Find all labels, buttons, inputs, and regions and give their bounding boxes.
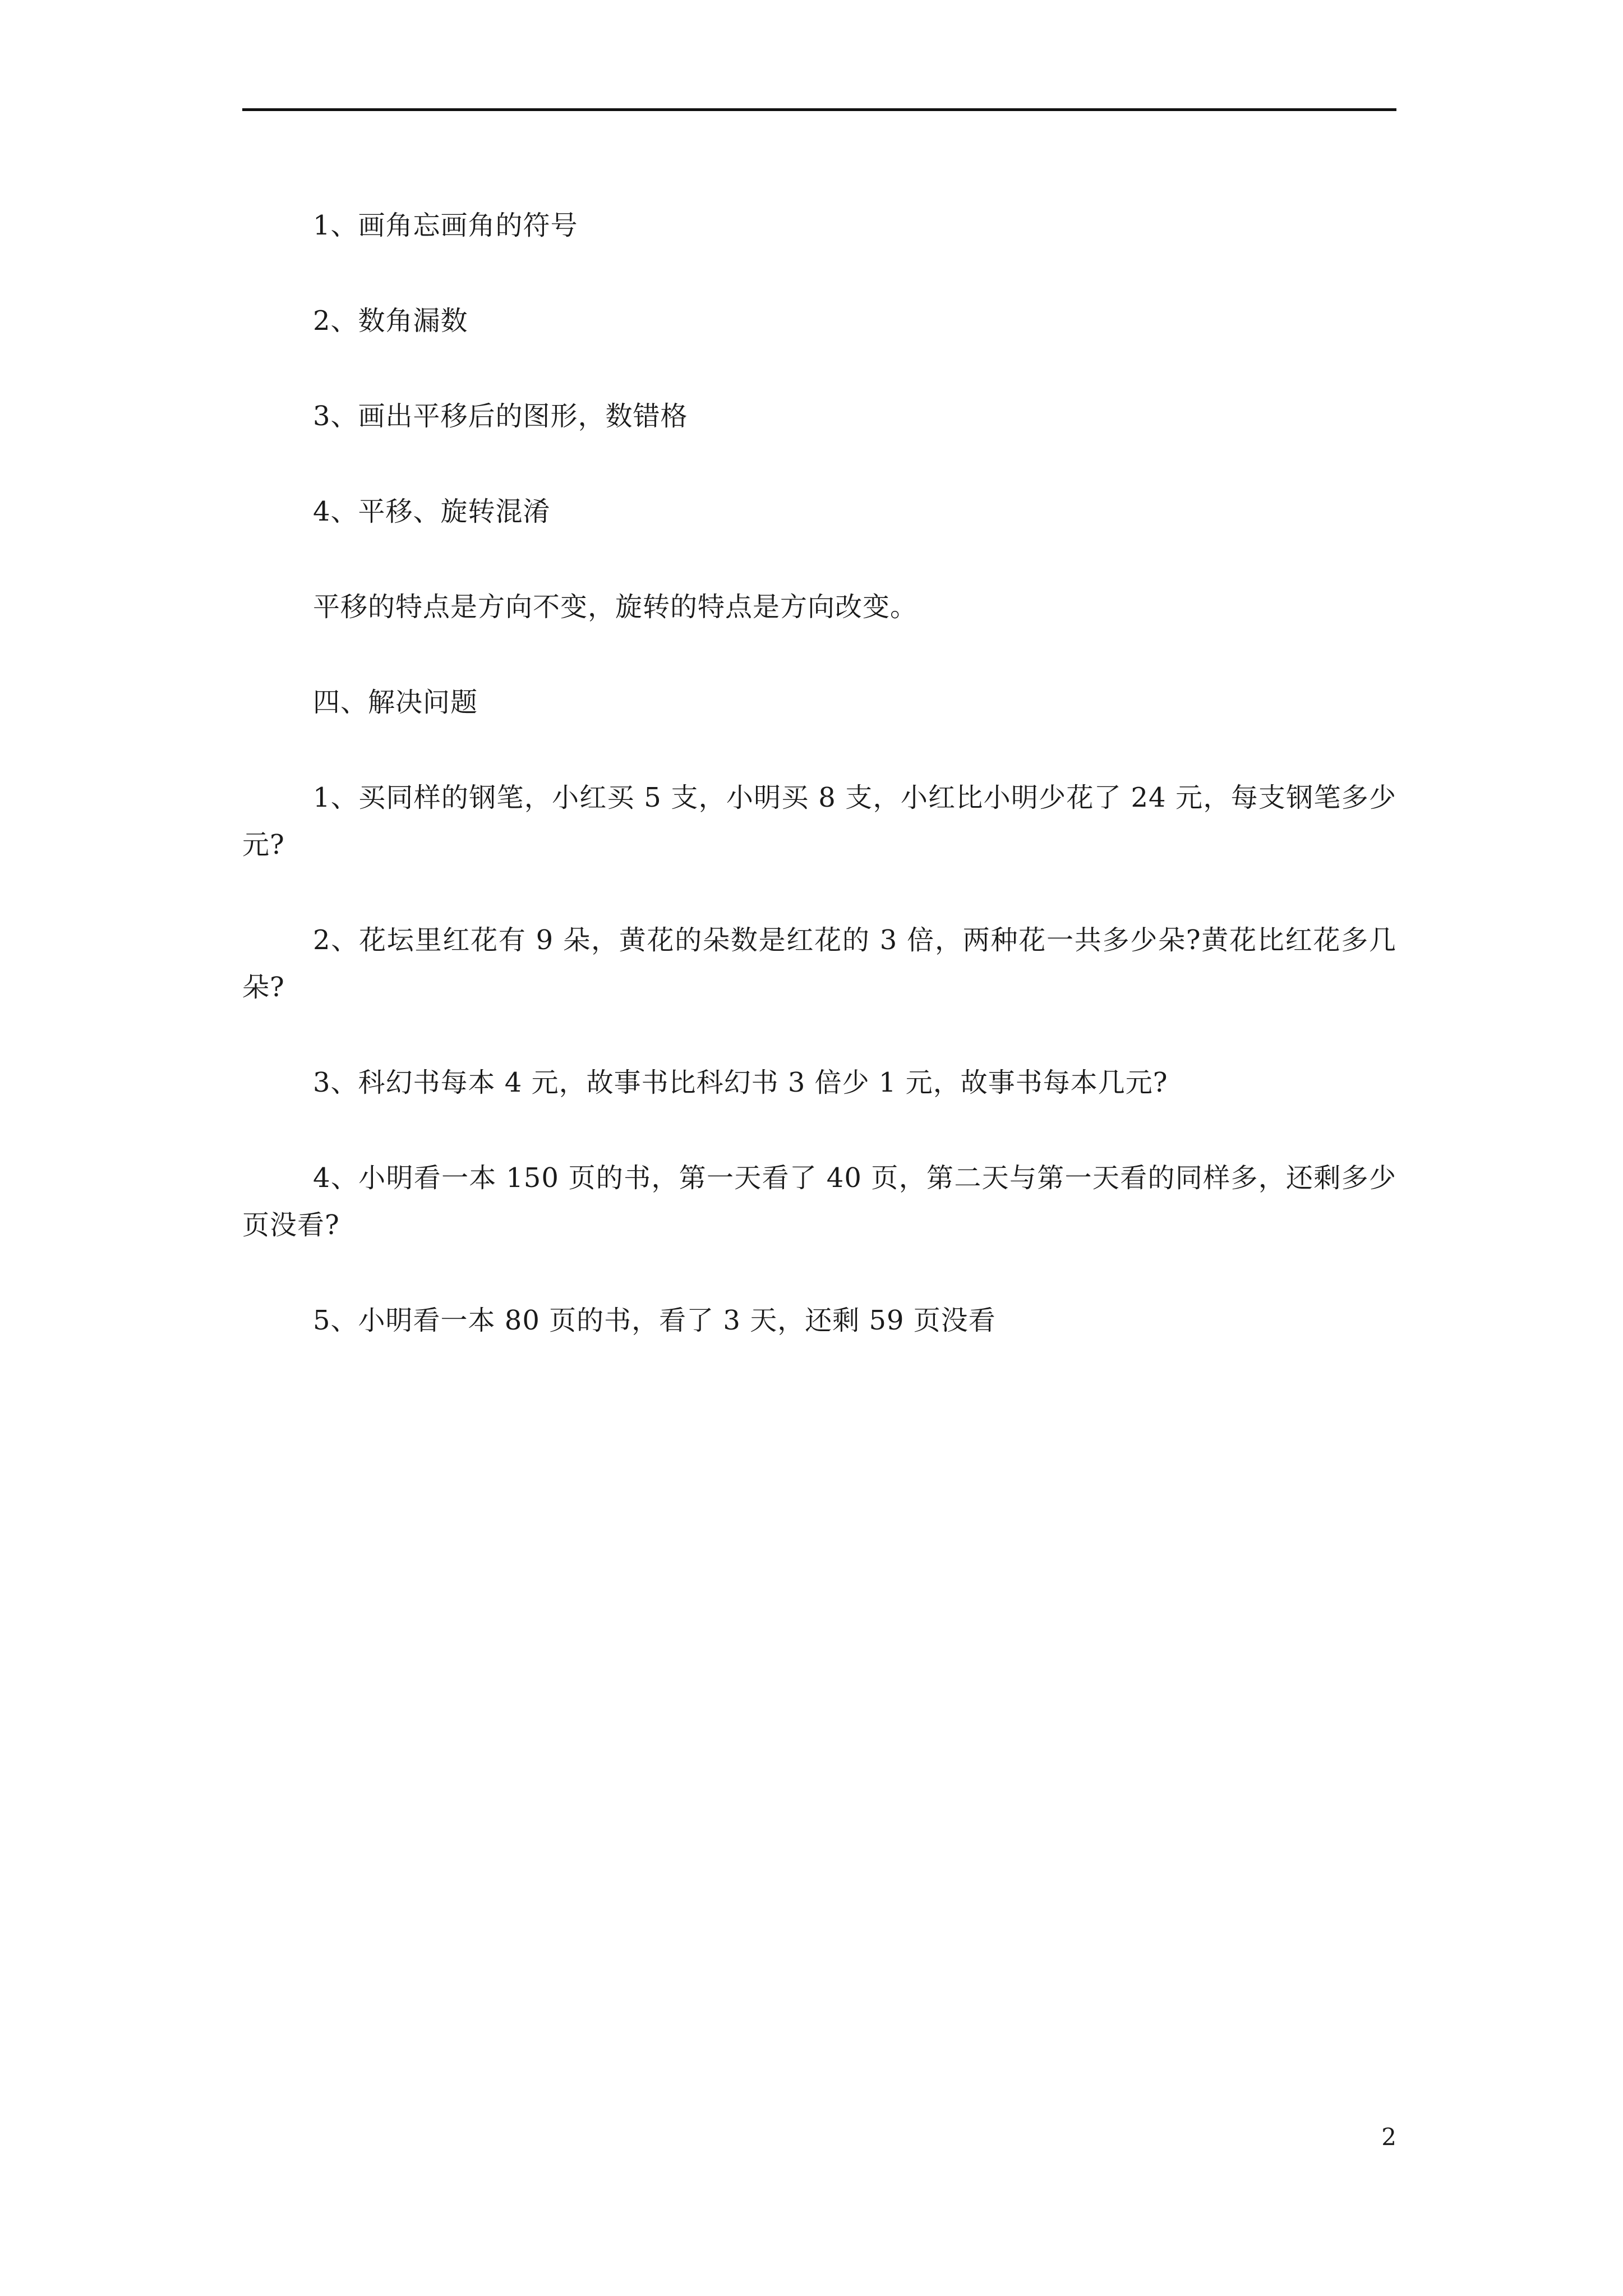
mistake-item-3: 3、画出平移后的图形，数错格 xyxy=(313,401,688,432)
problem-2: 2、花坛里红花有 9 朵，黄花的朵数是红花的 3 倍，两种花一共多少朵?黄花比红花多几朵? xyxy=(242,924,1396,1003)
problem-3: 3、科幻书每本 4 元，故事书比科幻书 3 倍少 1 元，故事书每本几元? xyxy=(313,1067,1168,1098)
translation-rotation-note: 平移的特点是方向不变，旋转的特点是方向改变。 xyxy=(313,591,918,623)
mistake-item-1: 1、画角忘画角的符号 xyxy=(313,210,578,241)
section-heading-problem-solving: 四、解决问题 xyxy=(313,687,478,718)
mistake-item-4: 4、平移、旋转混淆 xyxy=(313,496,551,527)
problem-5: 5、小明看一本 80 页的书，看了 3 天，还剩 59 页没看 xyxy=(313,1305,996,1336)
header-rule xyxy=(242,108,1396,111)
problem-4: 4、小明看一本 150 页的书，第一天看了 40 页，第二天与第一天看的同样多，还剩多少页没看? xyxy=(242,1162,1396,1241)
page-number: 2 xyxy=(1381,2123,1396,2151)
page-content xyxy=(242,202,1396,1392)
problem-1: 1、买同样的钢笔，小红买 5 支，小明买 8 支，小红比小明少花了 24 元，每支钢笔多少元? xyxy=(242,782,1396,861)
mistake-item-2: 2、数角漏数 xyxy=(313,305,468,337)
